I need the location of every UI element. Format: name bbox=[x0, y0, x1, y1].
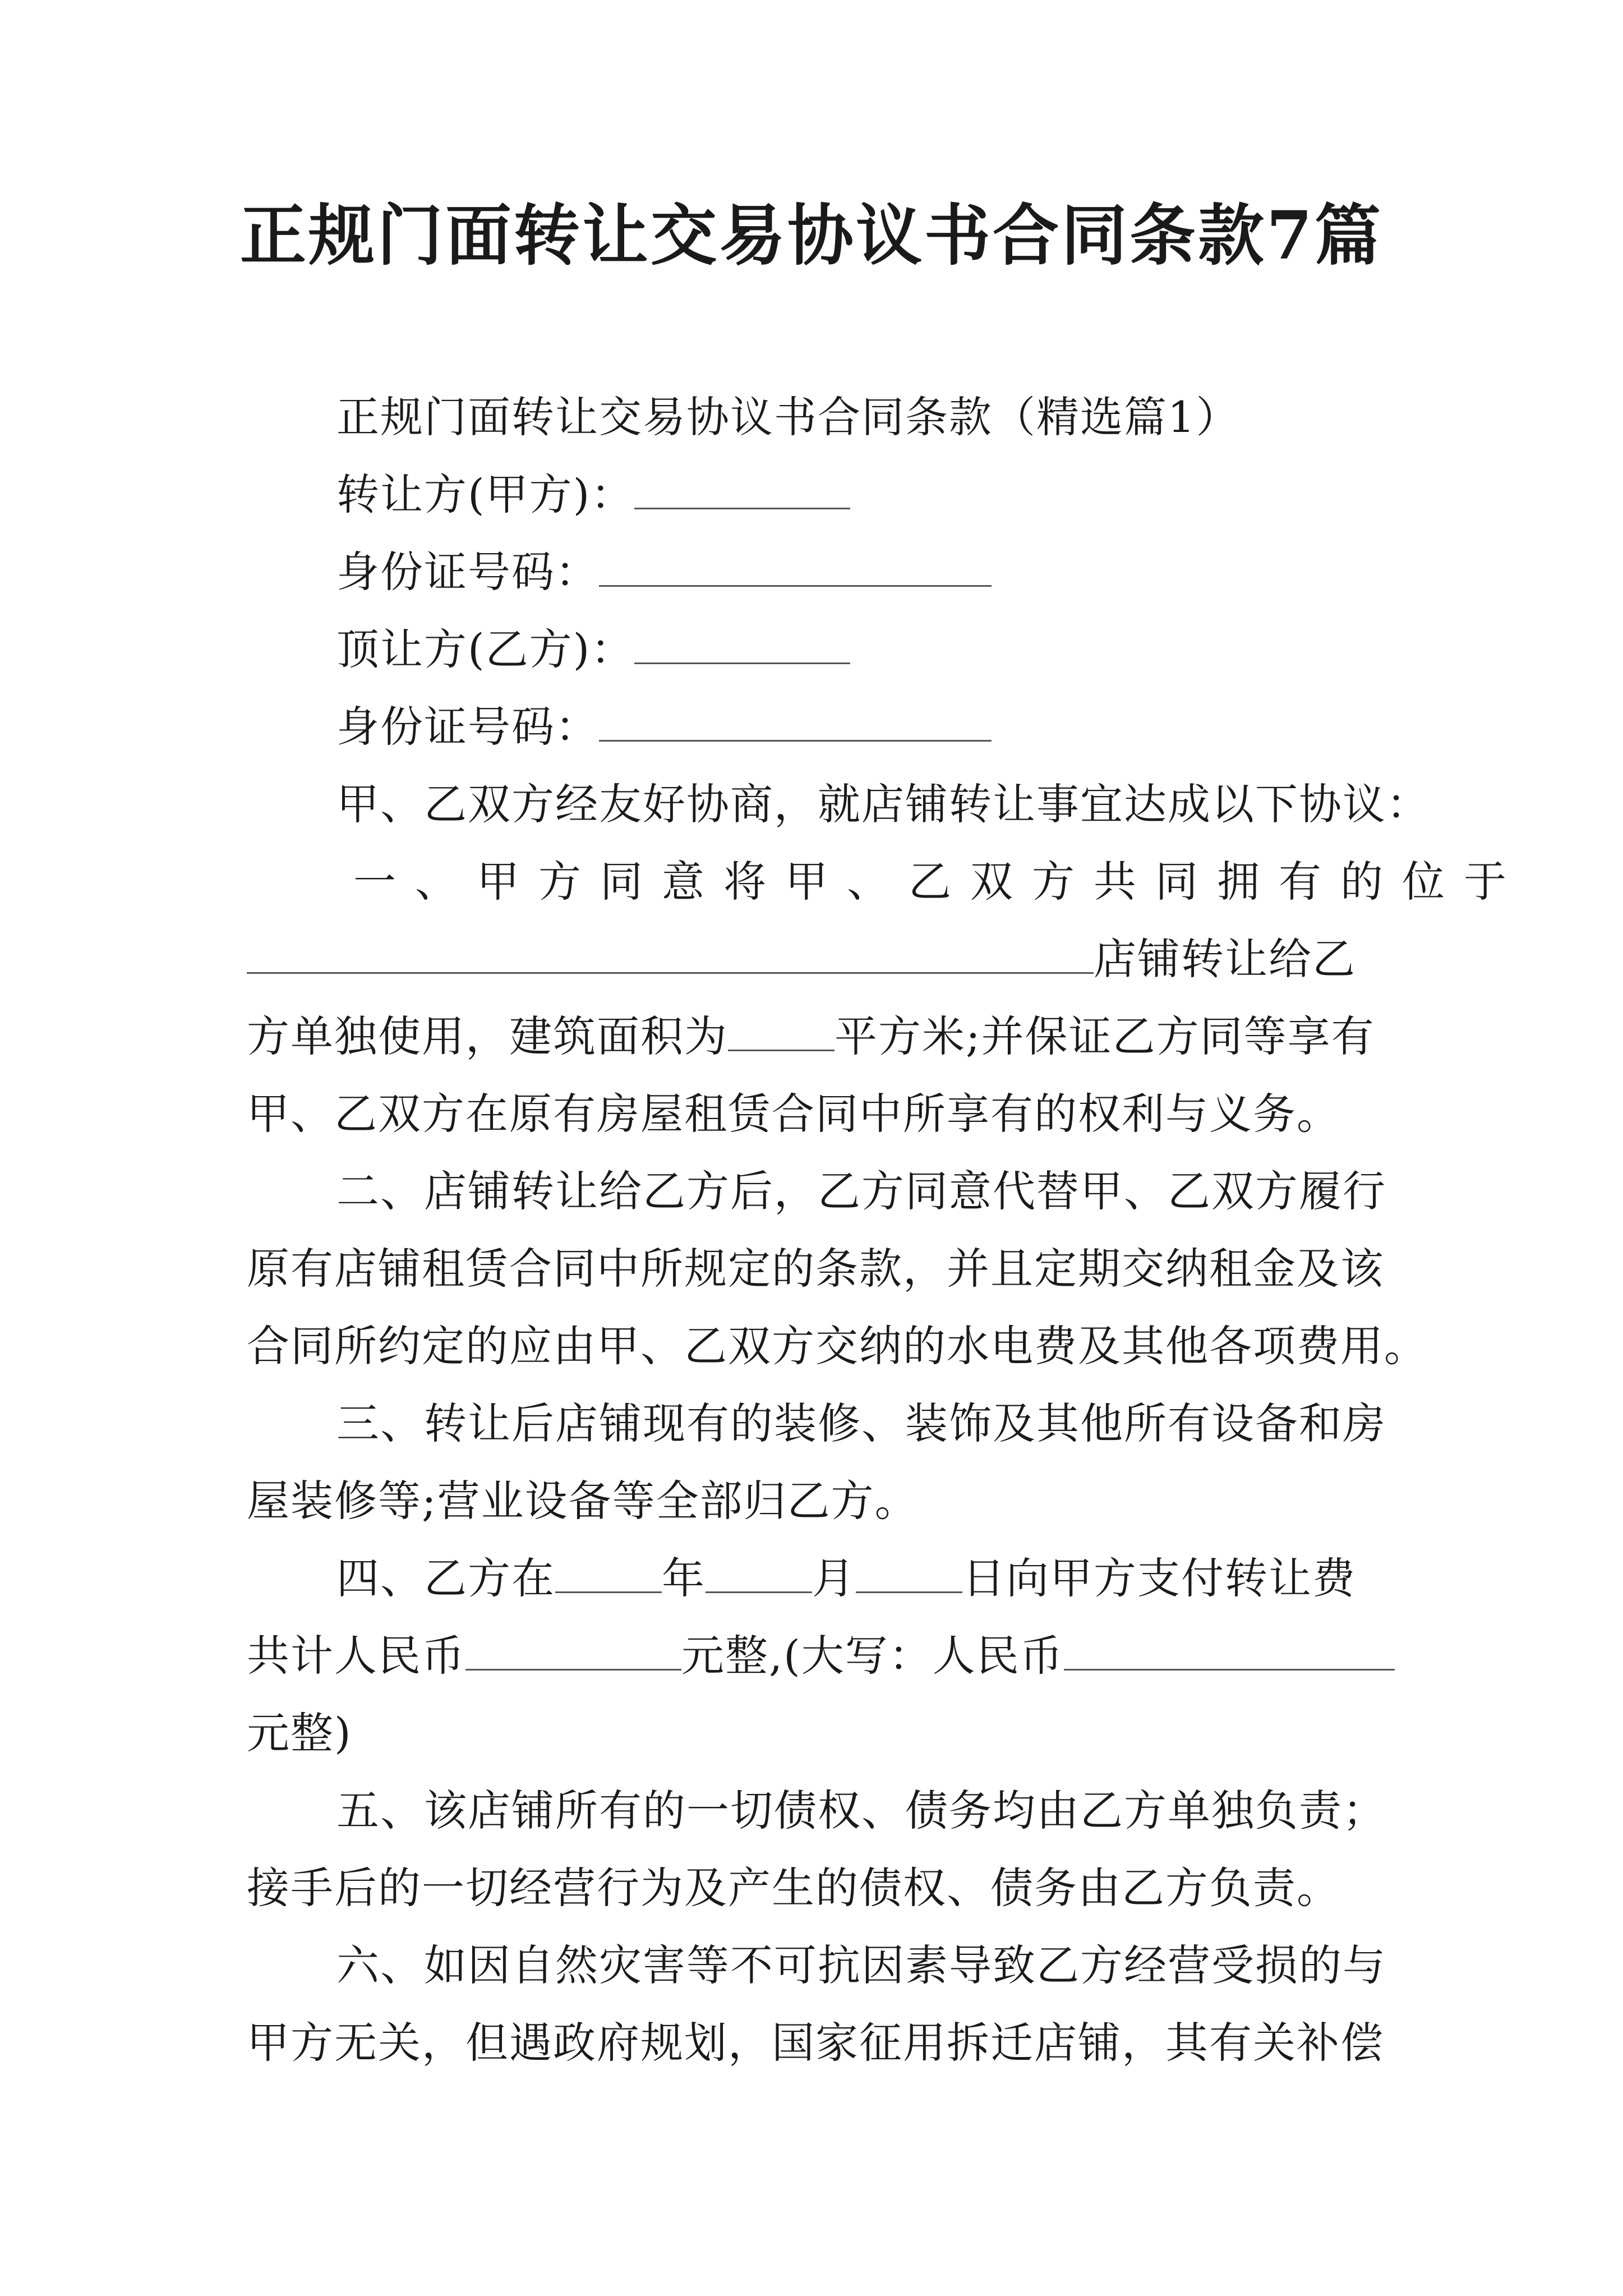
clause-4-line-2 bbox=[247, 1628, 1395, 1684]
clause-4-text-1c: 月 bbox=[812, 1553, 856, 1603]
clause-1-text-2: 店铺转让给乙 bbox=[1094, 934, 1356, 984]
document-title: 正规门面转让交易协议书合同条款7篇 bbox=[239, 196, 1384, 274]
clause-2-line-3 bbox=[247, 1318, 1428, 1374]
transferor-label: 转让方(甲方)： bbox=[336, 470, 635, 519]
transferee-line bbox=[336, 622, 850, 678]
transferee-id-label: 身份证号码： bbox=[336, 702, 599, 752]
clause-5-line-2 bbox=[247, 1860, 1340, 1916]
clause-1-text-4: 甲、乙双方在原有房屋租赁合同中所享有的权利与义务。 bbox=[247, 1089, 1340, 1139]
clause-4-text-3: 元整) bbox=[247, 1708, 352, 1758]
clause-6-text-2: 甲方无关，但遇政府规划，国家征用拆迁店铺，其有关补偿 bbox=[247, 2018, 1384, 2068]
clause-3-text-2: 屋装修等;营业设备等全部归乙方。 bbox=[247, 1476, 919, 1526]
clause-6-line-2 bbox=[247, 2015, 1384, 2071]
transferor-id-line bbox=[336, 544, 992, 600]
clause-1-line-4 bbox=[247, 1086, 1340, 1142]
clause-1-line-2 bbox=[247, 931, 1356, 987]
clause-4-text-1d: 日向甲方支付转让费 bbox=[962, 1553, 1356, 1603]
clause-3-text-1: 三、转让后店铺现有的装修、装饰及其他所有设备和房 bbox=[336, 1398, 1386, 1448]
clause-3-line-1 bbox=[336, 1396, 1386, 1452]
transferee-id-blank bbox=[599, 701, 992, 742]
clause-1-line-3 bbox=[247, 1009, 1375, 1065]
clause-4-line-3 bbox=[247, 1705, 352, 1761]
amount-words-blank bbox=[1064, 1630, 1395, 1671]
transferor-id-label: 身份证号码： bbox=[336, 547, 599, 597]
month-blank bbox=[706, 1552, 812, 1593]
clause-2-text-1: 二、店铺转让给乙方后，乙方同意代替甲、乙双方履行 bbox=[336, 1166, 1386, 1216]
transferee-label: 顶让方(乙方)： bbox=[336, 624, 635, 674]
clause-1-text-3a: 方单独使用，建筑面积为 bbox=[247, 1011, 728, 1061]
section-heading-text: 正规门面转让交易协议书合同条款（精选篇1） bbox=[336, 392, 1240, 442]
agreement-intro bbox=[336, 776, 1430, 832]
clause-4-text-2a: 共计人民币 bbox=[247, 1631, 465, 1681]
clause-4-text-1b: 年 bbox=[662, 1553, 706, 1603]
transferor-id-blank bbox=[599, 546, 992, 587]
clause-5-text-1: 五、该店铺所有的一切债权、债务均由乙方单独负责； bbox=[336, 1786, 1386, 1835]
clause-4-line-1 bbox=[336, 1550, 1356, 1607]
transferor-blank bbox=[634, 468, 850, 509]
clause-5-line-1 bbox=[336, 1783, 1386, 1839]
area-blank bbox=[728, 1010, 834, 1051]
clause-6-line-1 bbox=[336, 1938, 1386, 1994]
location-blank bbox=[247, 933, 1094, 974]
clause-2-text-3: 合同所约定的应由甲、乙双方交纳的水电费及其他各项费用。 bbox=[247, 1321, 1428, 1371]
clause-1-text-1: 一、甲方同意将甲、乙双方共同拥有的位于 bbox=[353, 857, 1525, 907]
clause-1-text-3b: 平方米;并保证乙方同等享有 bbox=[834, 1011, 1375, 1061]
transferor-line bbox=[336, 467, 850, 523]
day-blank bbox=[856, 1552, 962, 1593]
clause-1-line-1 bbox=[353, 854, 1525, 910]
section-heading bbox=[336, 389, 1239, 445]
clause-4-text-1a: 四、乙方在 bbox=[336, 1553, 555, 1603]
amount-blank bbox=[465, 1630, 681, 1671]
agreement-intro-text: 甲、乙双方经友好协商，就店铺转让事宜达成以下协议： bbox=[336, 779, 1430, 829]
transferee-blank bbox=[634, 623, 850, 664]
clause-2-line-2 bbox=[247, 1241, 1384, 1297]
clause-2-text-2: 原有店铺租赁合同中所规定的条款，并且定期交纳租金及该 bbox=[247, 1244, 1384, 1294]
clause-3-line-2 bbox=[247, 1473, 919, 1529]
transferee-id-line bbox=[336, 699, 992, 755]
clause-5-text-2: 接手后的一切经营行为及产生的债权、债务由乙方负责。 bbox=[247, 1863, 1340, 1913]
clause-4-text-2b: 元整,(大写：人民币 bbox=[681, 1631, 1064, 1681]
clause-2-line-1 bbox=[336, 1163, 1386, 1220]
year-blank bbox=[555, 1552, 662, 1593]
clause-6-text-1: 六、如因自然灾害等不可抗因素导致乙方经营受损的与 bbox=[336, 1940, 1386, 1990]
